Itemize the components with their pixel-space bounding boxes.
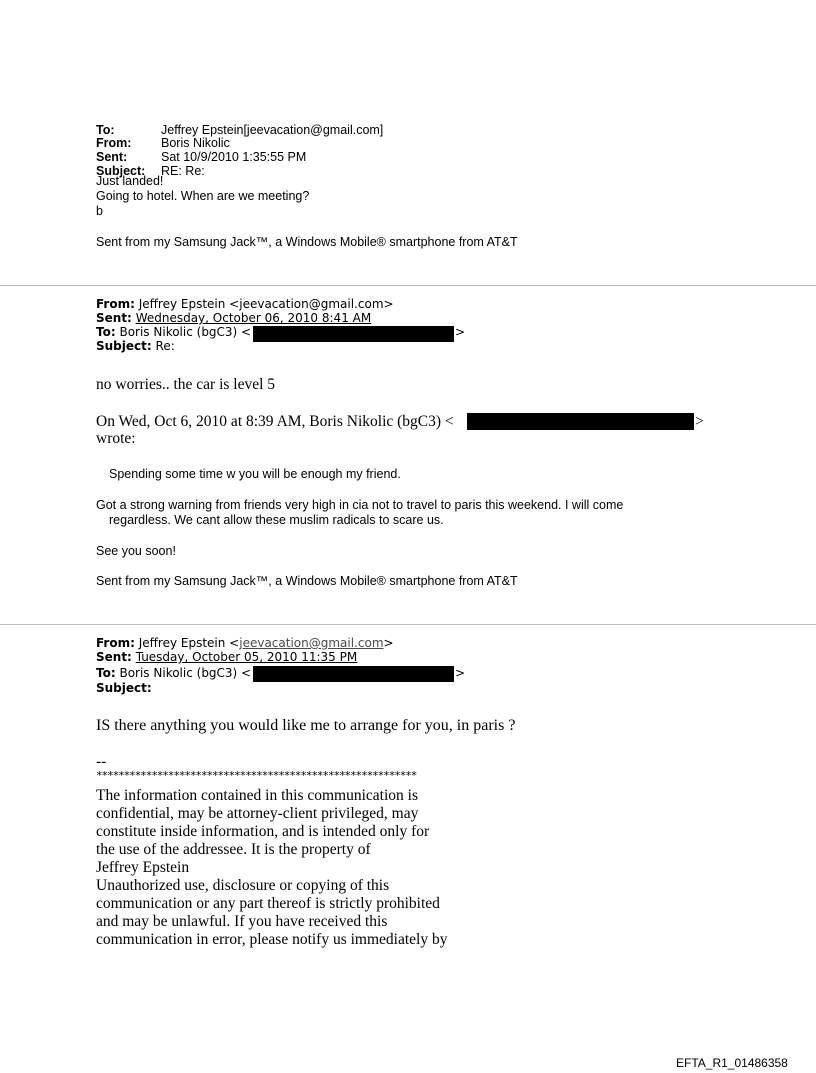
disclaimer-line: constitute inside information, and is intended only for [96,823,430,840]
subject-label: Subject: [96,681,152,695]
email3-from-line [96,636,394,650]
disclaimer-line: the use of the addressee. It is the property of [96,841,371,858]
email2-signature: Sent from my Samsung Jack™, a Windows Mobile® smartphone from AT&T [96,574,518,588]
email1-body-line-1: Just landed! [96,174,164,188]
disclaimer [96,787,447,949]
email1-body-line-3: b [96,204,103,218]
email2-quote-intro: On Wed, Oct 6, 2010 at 8:39 AM, Boris Nikolic (bgC3) < [96,413,454,430]
email1-signature: Sent from my Samsung Jack™, a Windows Mobile® smartphone from AT&T [96,235,518,249]
quote-line-2a: Got a strong warning from friends very high in cia not to travel to paris this weekend. I will come [96,498,624,512]
divider-1 [0,285,816,286]
email1-header [96,124,496,180]
from-value: Jeffrey Epstein <jeevacation@gmail.com> [138,297,394,311]
subject-label: Subject: [96,164,146,178]
to-close-bracket: > [455,666,466,680]
quote-line-3: See you soon! [96,544,176,558]
signature-dashes: -- [96,753,107,770]
sent-value: Sat 10/9/2010 1:35:55 PM [161,150,307,164]
redaction-block [253,666,454,682]
email2-subject-line [96,339,175,353]
quote-intro-close: > [695,413,704,430]
from-label: From: [96,136,132,150]
quote-line-1: Spending some time w you will be enough my friend. [109,467,401,481]
document-id: EFTA_R1_01486358 [676,1056,788,1070]
email1-body-line-2: Going to hotel. When are we meeting? [96,189,310,203]
to-label: To: [96,123,115,137]
from-suffix: > [383,636,394,650]
to-label: To: [96,666,116,680]
sent-value: Tuesday, October 05, 2010 11:35 PM [135,650,358,664]
from-value: Boris Nikolic [161,136,230,150]
divider-2 [0,624,816,625]
redaction-block [467,413,694,430]
email3-body: IS there anything you would like me to arrange for you, in paris ? [96,717,516,734]
email3-subject-line [96,681,152,695]
quote-line-2b: regardless. We cant allow these muslim radicals to scare us. [109,513,444,527]
disclaimer-line: Jeffrey Epstein [96,859,190,876]
signature-stars: ********************************************************** [96,769,417,782]
sent-label: Sent: [96,311,132,325]
subject-label: Subject: [96,339,152,353]
disclaimer-line: communication or any part thereof is strictly prohibited [96,895,440,912]
email2-from-line [96,297,394,311]
email2-to-line [96,325,251,339]
to-value: Boris Nikolic (bgC3) < [119,325,252,339]
sent-value: Wednesday, October 06, 2010 8:41 AM [135,311,372,325]
disclaimer-line: and may be unlawful. If you have received this [96,913,388,930]
redaction-block [253,326,454,342]
email2-quote-intro-wrote: wrote: [96,430,136,447]
sent-label: Sent: [96,650,132,664]
to-label: To: [96,325,116,339]
from-label: From: [96,636,135,650]
disclaimer-line: The information contained in this communication is [96,787,418,804]
sent-label: Sent: [96,150,128,164]
from-label: From: [96,297,135,311]
email2-sent-line [96,311,371,325]
from-prefix: Jeffrey Epstein < [138,636,240,650]
email3-sent-line [96,650,357,664]
email2-body: no worries.. the car is level 5 [96,376,276,393]
to-value: Jeffrey Epstein[jeevacation@gmail.com] [161,123,384,137]
disclaimer-line: Unauthorized use, disclosure or copying of this [96,877,390,894]
subject-value: Re: [155,339,175,353]
email3-to-line [96,666,251,680]
disclaimer-line: confidential, may be attorney-client privileged, may [96,805,419,822]
subject-value: RE: Re: [161,164,205,178]
to-close-bracket: > [455,325,466,339]
from-email-link[interactable]: jeevacation@gmail.com [239,636,384,650]
to-value: Boris Nikolic (bgC3) < [119,666,252,680]
disclaimer-line: communication in error, please notify us immediately by [96,931,448,948]
